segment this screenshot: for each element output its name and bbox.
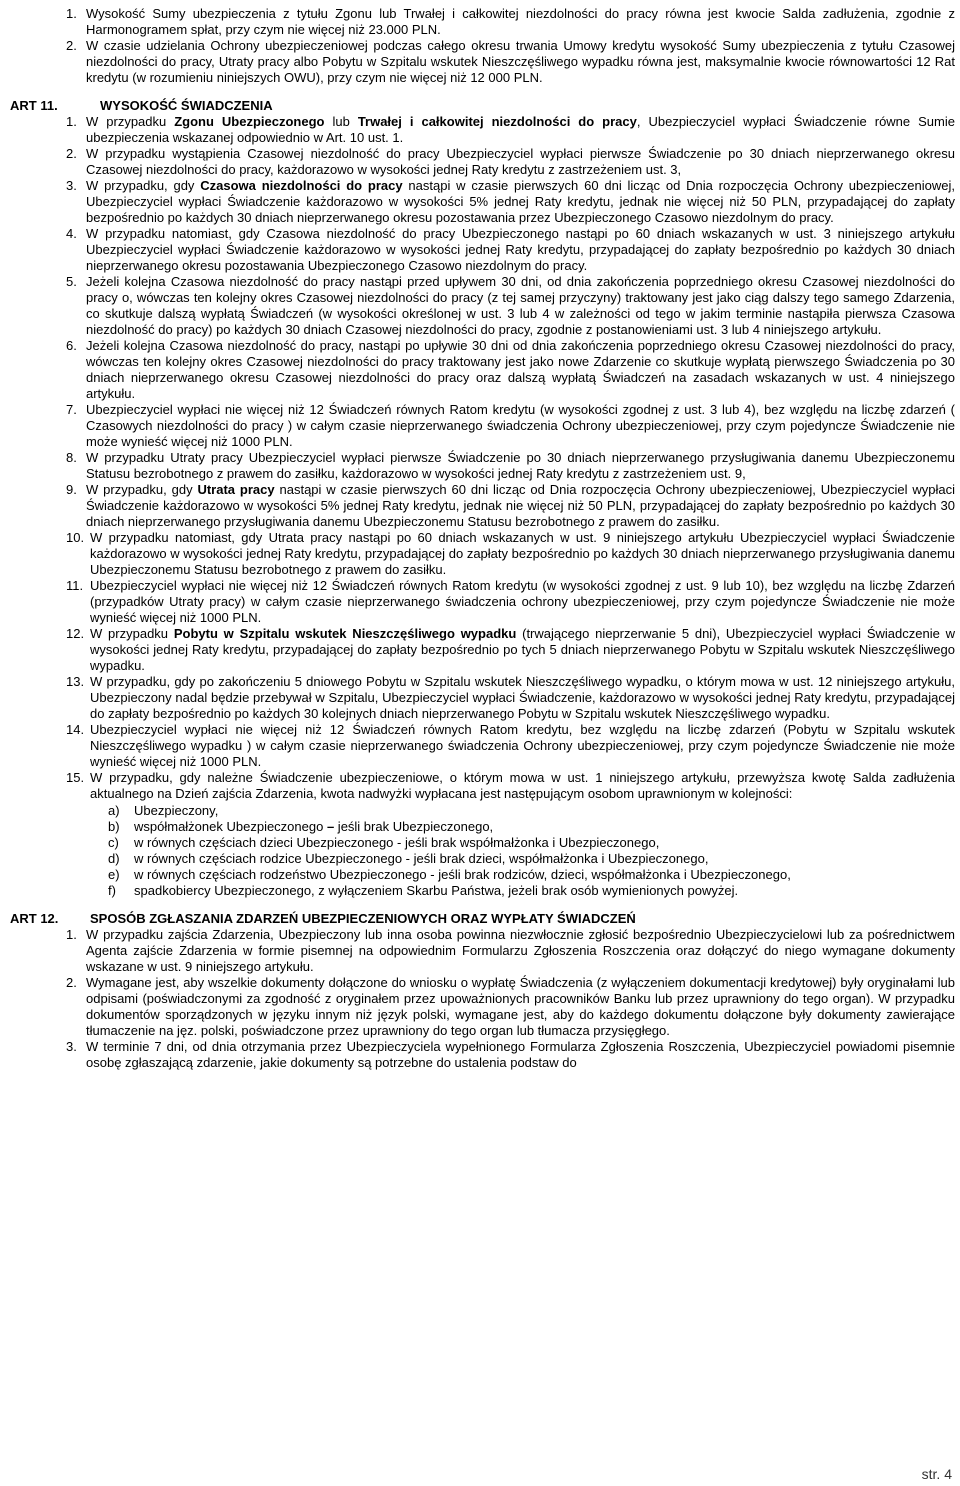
item-number: 15. — [66, 770, 85, 785]
article-12-list — [10, 927, 955, 1071]
item-number: 9. — [66, 482, 77, 497]
sub-item-text: współmałżonek Ubezpieczonego – jeśli brak Ubezpieczonego, — [134, 819, 494, 834]
sub-item — [10, 883, 955, 899]
sub-item — [10, 835, 955, 851]
sub-item-letter: f) — [108, 883, 116, 898]
list-item — [10, 722, 955, 770]
item-text: W przypadku Utraty pracy Ubezpieczyciel wypłaci pierwsze Świadczenie po 30 dniach nieprzerwanego przysługiwania danemu Ubezpieczonemu Statusu bezrobotnego z prawem do zasiłku, każdorazowo w wysokości jednej Raty kredytu z zastrzeżeniem ust. 9, — [86, 450, 955, 481]
item-number: 1. — [66, 927, 77, 942]
sub-item-text: w równych częściach rodzice Ubezpieczonego - jeśli brak dzieci, współmałżonka i Ubezpieczonego, — [134, 851, 709, 866]
item-number: 1. — [66, 6, 77, 21]
item-number: 13. — [66, 674, 85, 689]
sub-item — [10, 819, 955, 835]
sub-item — [10, 851, 955, 867]
list-item — [10, 975, 955, 1039]
list-item — [10, 114, 955, 146]
article-12-heading — [10, 911, 955, 927]
page-number: str. 4 — [921, 1466, 952, 1482]
sub-item-text: spadkobiercy Ubezpieczonego, z wyłączeniem Skarbu Państwa, jeżeli brak osób wymienionych powyżej. — [134, 883, 739, 898]
sub-item — [10, 867, 955, 883]
article-11-list — [10, 114, 955, 899]
list-item — [10, 578, 955, 626]
item-text: W przypadku Pobytu w Szpitalu wskutek Nieszczęśliwego wypadku (trwającego nieprzerwanie 5 dni), Ubezpieczyciel wypłaci Świadczenie w wysokości jednej Raty kredytu, przypadającej do zapłaty bezpośrednio po tych 5 dniach nieprzerwanego Pobytu w Szpitalu wskutek Nieszczęśliwego wypadku. — [90, 626, 955, 673]
item-text: Wymagane jest, aby wszelkie dokumenty dołączone do wniosku o wypłatę Świadczenia (z wyłączeniem dokumentacji kredytowej) były oryginałami lub odpisami (poświadczonymi za zgodność z oryginałem przez upoważnionych pracowników Banku lub przez uprawniony do tego organ). W przypadku dokumentów sporządzonych w języku innym niż język polski, wymagane jest, aby do każdego dokumentu dołączone były dokumenty zawierające tłumaczenie na jęz. polski, poświadczone przez uprawniony do tego organ lub tłumacza przysięgłego. — [86, 975, 955, 1038]
list-item — [10, 927, 955, 975]
sub-item — [10, 803, 955, 819]
item-number: 1. — [66, 114, 77, 129]
item-number: 2. — [66, 38, 77, 53]
item-text: W czasie udzielania Ochrony ubezpieczeniowej podczas całego okresu trwania Umowy kredytu wysokość Sumy ubezpieczenia z tytułu Czasowej niezdolności do pracy, Utraty pracy albo Pobytu w Szpitalu wskutek Nieszczęśliwego wypadku równa jest, maksymalnie kwocie równowartości 12 Rat kredytu (w rozumieniu niniejszych OWU), przy czym nie więcej niż 12 000 PLN. — [86, 38, 955, 85]
list-item — [10, 450, 955, 482]
list-item — [10, 482, 955, 530]
article-title: WYSOKOŚĆ ŚWIADCZENIA — [100, 98, 273, 113]
item-number: 5. — [66, 274, 77, 289]
sub-item-letter: a) — [108, 803, 120, 818]
item-number: 6. — [66, 338, 77, 353]
top-list — [10, 6, 955, 86]
list-item — [10, 146, 955, 178]
article-label: ART 12. — [10, 911, 59, 926]
article-label: ART 11. — [10, 98, 58, 113]
list-item — [10, 402, 955, 450]
item-text: W przypadku, gdy Utrata pracy nastąpi w czasie pierwszych 60 dni licząc od Dnia rozpoczęcia Ochrony ubezpieczeniowej, Ubezpieczyciel wypłaci Świadczenie każdorazowo w wysokości 5% jednej Raty kredytu, jednak nie więcej niż 50 PLN, przypadającej do zapłaty bezpośrednio po każdych 30 dniach nieprzerwanego przysługiwania danemu Ubezpieczonemu Statusu bezrobotnego z prawem do zasiłku. — [86, 482, 955, 529]
item-text: W przypadku Zgonu Ubezpieczonego lub Trwałej i całkowitej niezdolności do pracy, Ubezpieczyciel wypłaci Świadczenie równe Sumie ubezpieczenia wskazanej odpowiednio w Art. 10 ust. 1. — [86, 114, 955, 145]
item-number: 8. — [66, 450, 77, 465]
list-item — [10, 6, 955, 38]
item-number: 4. — [66, 226, 77, 241]
item-text: W przypadku zajścia Zdarzenia, Ubezpieczony lub inna osoba powinna niezwłocznie zgłosić bezpośrednio Ubezpieczycielowi lub za pośrednictwem Agenta zajście Zdarzenia w formie pisemnej na odpowiednim Formularzu Zgłoszenia Roszczenia oraz dołączyć do niego wymagane dokumenty wskazane w ust. 9 niniejszego artykułu. — [86, 927, 955, 974]
item-text: W przypadku, gdy po zakończeniu 5 dniowego Pobytu w Szpitalu wskutek Nieszczęśliwego wypadku, o którym mowa w ust. 12 niniejszego artykułu, Ubezpieczony nadal będzie przebywał w Szpitalu, Ubezpieczyciel wypłaci Świadczenie, każdorazowo w wysokości jednej Raty kredytu, przypadającej do zapłaty bezpośrednio po każdych 30 kolejnych dniach nieprzerwanego Pobytu w Szpitalu wskutek Nieszczęśliwego wypadku. — [90, 674, 955, 721]
item-number: 3. — [66, 178, 77, 193]
list-item — [10, 770, 955, 802]
item-number: 2. — [66, 146, 77, 161]
item-text: Ubezpieczyciel wypłaci nie więcej niż 12 Świadczeń równych Ratom kredytu (w wysokości zgodnej z ust. 3 lub 4), bez względu na liczbę zdarzeń ( Czasowych niezdolności do pracy ) w całym czasie nieprzerwanego świadczenia Ochrony ubezpieczeniowej, przy czym pojedyncze Świadczenie nie może wynieść więcej niż 1000 PLN. — [86, 402, 955, 449]
list-item — [10, 674, 955, 722]
list-item — [10, 38, 955, 86]
item-number: 10. — [66, 530, 85, 545]
item-text: W przypadku natomiast, gdy Utrata pracy nastąpi po 60 dniach wskazanych w ust. 9 niniejszego artykułu Ubezpieczyciel wypłaci Świadczenie każdorazowo w wysokości jednej Raty kredytu, przypadającej do zapłaty bezpośrednio po każdych 30 dniach nieprzerwanego przysługiwania danemu Ubezpieczonemu Statusu bezrobotnego z prawem do zasiłku. — [90, 530, 955, 577]
item-text: Ubezpieczyciel wypłaci nie więcej niż 12 Świadczeń równych Ratom kredytu (w wysokości zgodnej z ust. 9 lub 10), bez względu na liczbę Zdarzeń (przypadków Utraty pracy) w całym czasie nieprzerwanego świadczenia ochrony ubezpieczeniowej, przy czym pojedyncze Świadczenie nie może wynieść więcej niż 1000 PLN. — [90, 578, 955, 625]
item-text: Ubezpieczyciel wypłaci nie więcej niż 12 Świadczeń równych Ratom kredytu, bez względu na liczbę zdarzeń (Pobytu w Szpitalu wskutek Nieszczęśliwego wypadku ) w całym czasie nieprzerwanego świadczenia Ochrony ubezpieczeniowej, przy czym pojedyncze Świadczenie nie może wynieść więcej niż 1000 PLN. — [90, 722, 955, 769]
article-title: SPOSÓB ZGŁASZANIA ZDARZEŃ UBEZPIECZENIOWYCH ORAZ WYPŁATY ŚWIADCZEŃ — [90, 911, 636, 926]
item-text: W przypadku wystąpienia Czasowej niezdolność do pracy Ubezpieczyciel wypłaci pierwsze Świadczenie po 30 dniach nieprzerwanego okresu Czasowej niezdolności do pracy, każdorazowo w wysokości jednej Raty kredytu z zastrzeżeniem ust. 3, — [86, 146, 955, 177]
item-text: Jeżeli kolejna Czasowa niezdolność do pracy nastąpi przed upływem 30 dni, od dnia zakończenia poprzedniego okresu Czasowej niezdolności do pracy o, wówczas ten kolejny okres Czasowej niezdolności do pracy (z tej samej przyczyny) traktowany jest jako ciąg dalszy tego samego Zdarzenia, co skutkuje dalszą wypłatą Świadczeń (w wysokości określonej w ust. 3 lub 4 w zależności od tego w jakim terminie nastąpiła pierwsza Czasowa niezdolność do pracy) po każdych 30 dniach Czasowej niezdolności do pracy, zgodnie z postanowieniami ust. 3 lub 4 niniejszego artykułu. — [86, 274, 955, 337]
item-number: 11. — [66, 578, 84, 593]
list-item — [10, 178, 955, 226]
item-number: 3. — [66, 1039, 77, 1054]
list-item — [10, 226, 955, 274]
sub-item-text: w równych częściach rodzeństwo Ubezpieczonego - jeśli brak rodziców, dzieci, współmałżonka i Ubezpieczonego, — [134, 867, 791, 882]
list-item — [10, 530, 955, 578]
item-number: 2. — [66, 975, 77, 990]
item-text: W przypadku, gdy Czasowa niezdolności do pracy nastąpi w czasie pierwszych 60 dni licząc od Dnia rozpoczęcia Ochrony ubezpieczeniowej, Ubezpieczyciel wypłaci Świadczenie każdorazowo w wysokości 5% jednej Raty kredytu, jednak nie więcej niż 50 PLN, przypadającej do zapłaty bezpośrednio po każdych 30 dniach nieprzerwanego okresu pozostawania przez Ubezpieczonego Czasowo niezdolnym do pracy. — [86, 178, 955, 225]
beneficiary-list — [10, 803, 955, 899]
item-text: W terminie 7 dni, od dnia otrzymania przez Ubezpieczyciela wypełnionego Formularza Zgłoszenia Roszczenia, Ubezpieczyciel powiadomi pisemnie osobę zgłaszającą zdarzenie, jakie dokumenty są potrzebne do ustalenia podstaw do — [86, 1039, 955, 1070]
list-item — [10, 626, 955, 674]
item-text: Wysokość Sumy ubezpieczenia z tytułu Zgonu lub Trwałej i całkowitej niezdolności do pracy równa jest kwocie Salda zadłużenia, zgodnie z Harmonogramem spłat, przy czym nie więcej niż 23.000 PLN. — [86, 6, 955, 37]
article-11-heading — [10, 98, 955, 114]
item-text: Jeżeli kolejna Czasowa niezdolność do pracy, nastąpi po upływie 30 dni od dnia zakończenia poprzedniego okresu Czasowej niezdolności do pracy, wówczas ten kolejny okres Czasowej niezdolności do pracy traktowany jest jako nowe Zdarzenie co skutkuje wypłatą pierwszego Świadczenia po 30 dniach nieprzerwanego okresu Czasowej niezdolności do pracy oraz dalszą wypłatą Świadczeń na zasadach wskazanych w ust. 4 niniejszego artykułu. — [86, 338, 955, 401]
sub-item-text: Ubezpieczony, — [134, 803, 219, 818]
sub-item-letter: d) — [108, 851, 120, 866]
item-number: 7. — [66, 402, 77, 417]
sub-item-letter: c) — [108, 835, 119, 850]
sub-item-letter: b) — [108, 819, 120, 834]
item-text: W przypadku natomiast, gdy Czasowa niezdolność do pracy Ubezpieczonego nastąpi po 60 dniach wskazanych w ust. 3 niniejszego artykułu Ubezpieczyciel wypłaci Świadczenie każdorazowo w wysokości jednej Raty kredytu, przypadającej do zapłaty bezpośrednio po każdych 30 dniach nieprzerwanego okresu pozostawania Ubezpieczonego Czasowo niezdolnym do pracy. — [86, 226, 955, 273]
item-number: 12. — [66, 626, 85, 641]
list-item — [10, 338, 955, 402]
sub-item-letter: e) — [108, 867, 120, 882]
document-page — [10, 6, 955, 1071]
list-item — [10, 274, 955, 338]
item-number: 14. — [66, 722, 85, 737]
list-item — [10, 1039, 955, 1071]
item-text: W przypadku, gdy należne Świadczenie ubezpieczeniowe, o którym mowa w ust. 1 niniejszego artykułu, przewyższa kwotę Salda zadłużenia aktualnego na Dzień zajścia Zdarzenia, kwota nadwyżki wypłacana jest następującym osobom uprawnionym w kolejności: — [90, 770, 955, 801]
sub-item-text: w równych częściach dzieci Ubezpieczonego - jeśli brak współmałżonka i Ubezpieczonego, — [134, 835, 660, 850]
